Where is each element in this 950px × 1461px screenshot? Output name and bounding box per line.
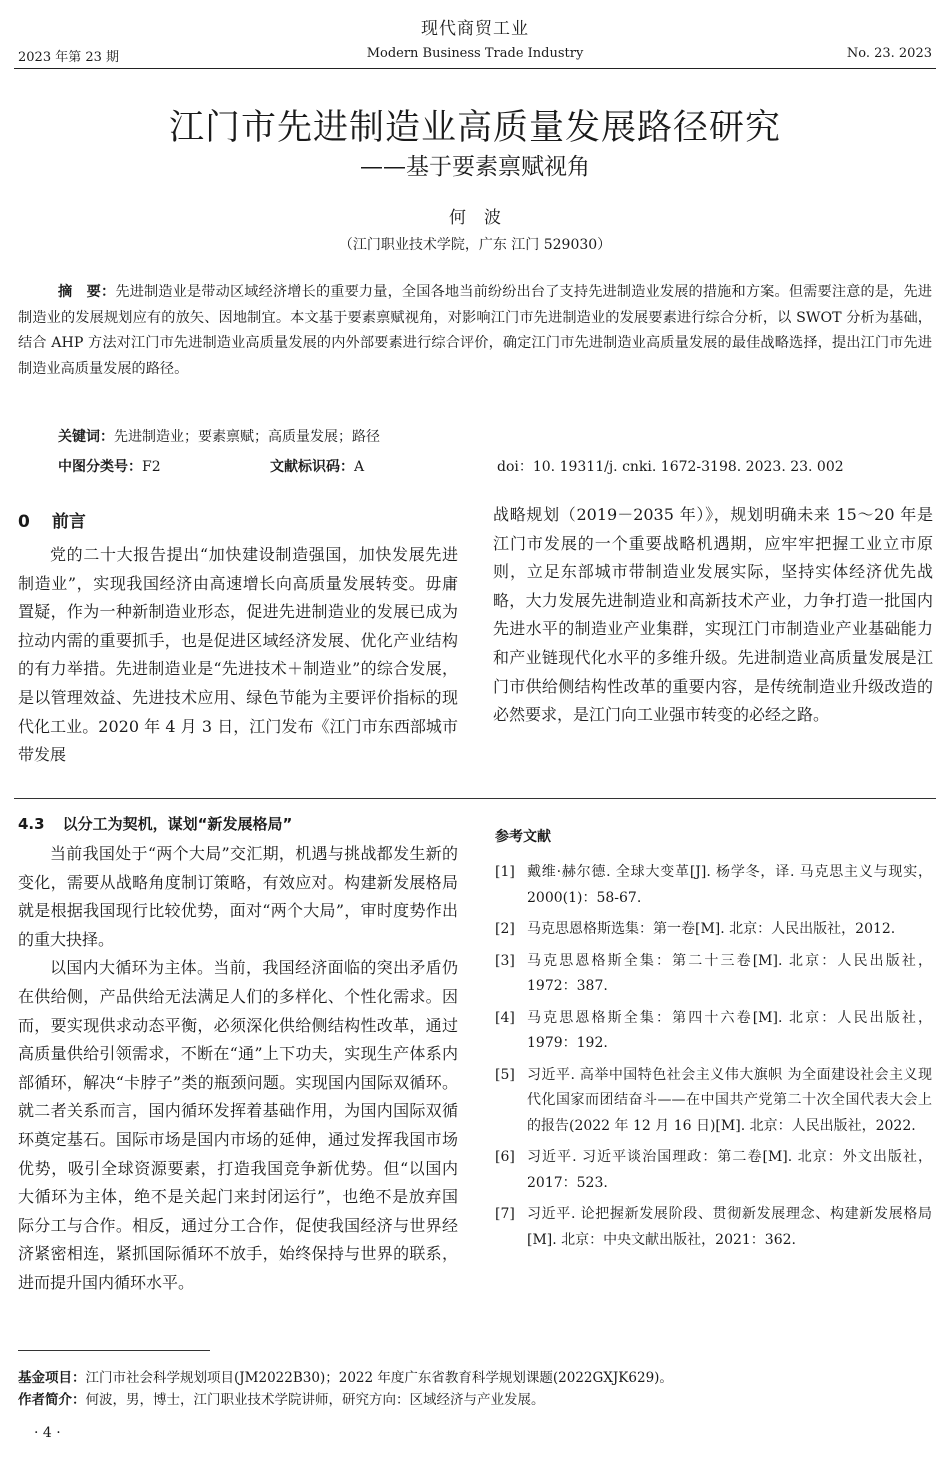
fund-label: 基金项目： <box>18 1370 86 1386</box>
author-footnote <box>18 1388 545 1408</box>
abstract-text: 先进制造业是带动区域经济增长的重要力量，全国各地当前纷纷出台了支持先进制造业发展的措施和方案。但需要注意的是，先进制造业的发展规划应有的放矢、因地制宜。本文基于要素禀赋视角，对影响江门市先进制造业的发展要素进行综合分析，以 SWOT 分析为基础，结合 AHP 方法对江门市先进制造业高质量发展的内外部要素进行综合评价，确定江门市先进制造业高质量发展的最佳战略选择，提出江门市先进制造业高质量发展的路径。 <box>18 284 932 377</box>
section-0-column-2 <box>493 501 933 730</box>
reference-item <box>495 860 932 911</box>
reference-item <box>495 1006 932 1057</box>
fund-footnote <box>18 1366 673 1386</box>
reference-item <box>495 1145 932 1196</box>
footnote-rule <box>18 1350 210 1351</box>
abstract-label: 摘 要： <box>58 284 116 300</box>
reference-text: 习近平. 高举中国特色社会主义伟大旗帜 为全面建设社会主义现代化国家而团结奋斗——在中国共产党第二十次全国代表大会上的报告(2022 年 12 月 16 日)[M]. 北京：人民出版社，2022. <box>527 1066 932 1134</box>
classification-number <box>58 456 161 476</box>
doi: doi：10. 19311/j. cnki. 1672-3198. 2023. 23. 002 <box>497 459 844 475</box>
reference-number: [3] <box>495 952 515 969</box>
keywords-label: 关键词： <box>58 429 114 445</box>
classification-value: F2 <box>142 459 161 475</box>
author-bio-label: 作者简介： <box>18 1392 86 1408</box>
reference-number: [1] <box>495 864 515 880</box>
section-4-3-heading <box>18 813 292 834</box>
paragraph: 以国内大循环为主体。当前，我国经济面临的突出矛盾仍在供给侧，产品供给无法满足人们的多样化、个性化需求。因而，要实现供求动态平衡，必须深化供给侧结构性改革，通过高质量供给引领需求，不断在“通”上下功夫，实现生产体系内部循环，解决“卡脖子”类的瓶颈问题。实现国内国际双循环。就二者关系而言，国内循环发挥着基础作用，为国内国际双循环奠定基石。国际市场是国内市场的延伸，通过发挥我国市场优势，吸引全球资源要素，打造我国竞争新优势。但“以国内大循环为主体，绝不是关起门来封闭运行”，也绝不是放弃国际分工与合作。相反，通过分工合作，促使我国经济与世界经济紧密相连，紧抓国际循环不放手，始终保持与世界的联系，进而提升国内循环水平。 <box>18 958 458 1292</box>
section-divider <box>14 798 936 799</box>
section-0-column-1 <box>18 541 458 770</box>
doc-code-value: A <box>354 459 365 475</box>
header-rule <box>14 68 936 69</box>
abstract <box>18 280 932 382</box>
section-0-heading <box>18 507 86 532</box>
reference-text: 马克思恩格斯全集：第四十六卷[M]. 北京：人民出版社，1979：192. <box>527 1009 932 1051</box>
author-bio-text: 何波，男，博士，江门职业技术学院讲师，研究方向：区域经济与产业发展。 <box>85 1392 545 1408</box>
issue-cn: 2023 年第 23 期 <box>18 50 120 65</box>
reference-text: 习近平. 论把握新发展阶段、贯彻新发展理念、构建新发展格局[M]. 北京：中央文献出版社，2021：362. <box>527 1206 932 1248</box>
keywords-text: 先进制造业；要素禀赋；高质量发展；路径 <box>114 429 380 445</box>
reference-number: [7] <box>495 1206 515 1222</box>
references-title: 参考文献 <box>495 829 551 845</box>
reference-item <box>495 1063 932 1140</box>
keywords <box>58 426 380 446</box>
article-title: 江门市先进制造业高质量发展路径研究 <box>168 108 781 148</box>
reference-item <box>495 917 932 943</box>
paragraph: 当前我国处于“两个大局”交汇期，机遇与挑战都发生新的变化，需要从战略角度制订策略，有效应对。构建新发展格局就是根据我国现行比较优势，面对“两个大局”，审时度势作出的重大抉择。 <box>18 844 458 949</box>
issue-en: No. 23. 2023 <box>846 46 932 61</box>
classification-label: 中图分类号： <box>58 459 142 475</box>
author-affiliation: （江门职业技术学院，广东 江门 529030） <box>338 237 612 253</box>
document-code <box>270 456 364 476</box>
reference-number: [6] <box>495 1149 515 1165</box>
section-4-3-body <box>18 840 458 1298</box>
reference-item <box>495 949 932 1000</box>
reference-text: 戴维·赫尔德. 全球大变革[J]. 杨学冬，译. 马克思主义与现实，2000(1)：58-67. <box>527 864 932 906</box>
reference-number: [4] <box>495 1009 515 1026</box>
author-name: 何波 <box>449 208 519 228</box>
paragraph: 战略规划（2019－2035 年）》，规划明确未来 15～20 年是江门市发展的一个重要战略机遇期，应牢牢把握工业立市原则，立足东部城市带制造业发展实际，坚持实体经济优先战略，大力发展先进制造业和高新技术产业，力争打造一批国内先进水平的制造业产业集群，实现江门市制造业产业基础能力和产业链现代化水平的多维升级。先进制造业高质量发展是江门市供给侧结构性改革的重要内容，是传统制造业升级改造的必然要求，是江门向工业强市转变的必经之路。 <box>493 505 933 725</box>
section-4-3-number: 4.3 <box>18 815 45 833</box>
journal-title-en: Modern Business Trade Industry <box>366 46 584 61</box>
article-subtitle: ——基于要素禀赋视角 <box>360 154 590 180</box>
reference-item <box>495 1202 932 1253</box>
reference-list <box>495 860 932 1259</box>
section-0-number: 0 <box>18 512 30 532</box>
section-0-title: 前言 <box>51 512 86 532</box>
reference-number: [5] <box>495 1066 515 1083</box>
journal-title-cn: 现代商贸工业 <box>421 19 529 39</box>
reference-number: [2] <box>495 921 515 937</box>
doc-code-label: 文献标识码： <box>270 459 354 475</box>
reference-text: 马克思恩格斯选集：第一卷[M]. 北京：人民出版社，2012. <box>527 921 896 937</box>
reference-text: 马克思恩格斯全集：第二十三卷[M]. 北京：人民出版社，1972：387. <box>527 952 932 994</box>
reference-text: 习近平. 习近平谈治国理政：第二卷[M]. 北京：外文出版社，2017：523. <box>527 1149 932 1191</box>
section-4-3-title: 以分工为契机，谋划“新发展格局” <box>62 815 293 833</box>
paragraph: 党的二十大报告提出“加快建设制造强国，加快发展先进制造业”，实现我国经济由高速增长向高质量发展转变。毋庸置疑，作为一种新制造业形态，促进先进制造业的发展已成为拉动内需的重要抓手，也是促进区域经济发展、优化产业结构的有力举措。先进制造业是“先进技术＋制造业”的综合发展，是以管理效益、先进技术应用、绿色节能为主要评价指标的现代化工业。2020 年 4 月 3 日，江门发布《江门市东西部城市带发展 <box>18 545 458 765</box>
page-number: · 4 · <box>34 1425 61 1441</box>
fund-text: 江门市社会科学规划项目(JM2022B30)；2022 年度广东省教育科学规划课题(2022GXJK629)。 <box>85 1370 673 1386</box>
